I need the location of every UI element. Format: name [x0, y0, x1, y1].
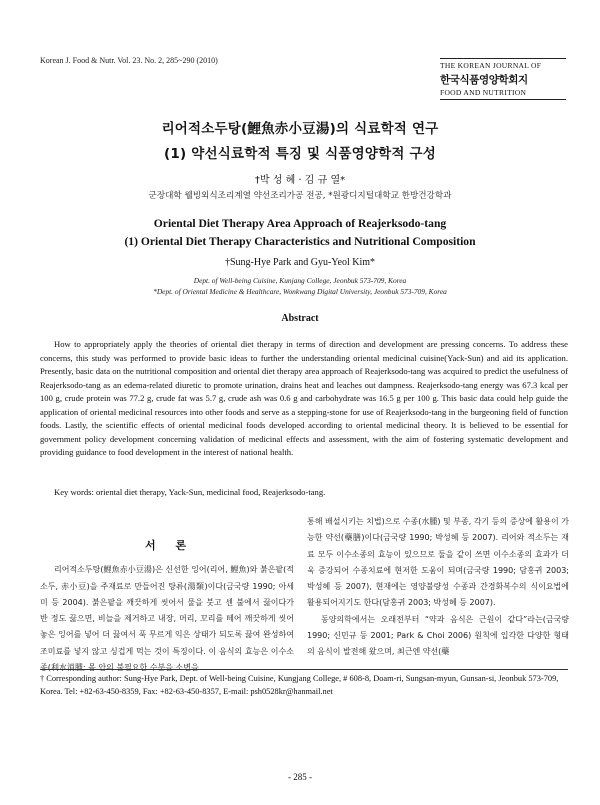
- journal-name-ko: 한국식품영양학회지: [440, 74, 528, 86]
- intro-left-paragraph: 리어적소두탕(鯉魚赤小豆湯)은 신선한 잉어(리어, 鯉魚)와 붉은팥(적소두, 赤小豆)을 주재료로 만들어진 탕류(湯類)이다(금국량 1990; 아세미 등 2004). 붉은팥을 깨끗하게 씻어서 물을 붓고 센 불에서 끓이다가 반 정도 끓으면, 비늘을 제거하고 내장, 머리, 꼬리를 떼어 깨끗하게 씻어 놓은 잉어를 넣어 더 끓여서 푹 무르게 익은 상태가 되도록 끓여 완성하여 조미료를 넣지 않고 싱겁게 먹는 것이 특징이다. 이 음식의 효능은 이수소종(利水消腫; 몸 안의 불필요한 수분을 소변을: [40, 565, 294, 673]
- intro-right-paragraph-1: 통해 배설시키는 치법)으로 수종(水腫) 및 부종, 각기 등의 증상에 활용이 가능한 약선(藥膳)이다(금국량 1990; 박성혜 등 2007). 리어와 적소두는 재료 모두 이수소종의 효능이 있으므로 둘을 같이 쓰면 이수소종의 효과가 더욱 증강되어 수종치료에 현저한 도움이 되며(금국량 1990; 담홍귀 2003; 박성혜 등 2007), 현재에는 영양불량성 수종과 간경화복수의 식이요법에 활용되어지기도 한다(담홍귀 2003; 박성혜 등 2007).: [307, 517, 569, 608]
- left-column: [40, 546, 294, 676]
- journal-rule-bottom: [440, 99, 566, 100]
- abstract-heading: Abstract: [281, 313, 319, 324]
- journal-name-en-2: FOOD AND NUTRITION: [440, 88, 527, 97]
- abstract-text: How to appropriately apply the theories of oriental diet therapy in terms of direction and development are pressing concerns. To address these concerns, this study was performed to provide basic ideas to further the understanding oriental medicinal cuisine(Yack-Sun) and aid its application. Presently, basic data on the nutritional composition and oriental diet therapy area approach of Reajerksodo-tang was acquired to predict the usefulness of Reajerksodo-tang as an edema-related diuretic to promote urination, drains heat and leaches out dampness. Reajerksodo-tang energy was 67.3 kcal per 100 g, crude protein was 77.2 g, crude fat was 5.7 g, crude ash was 0.6 g and carbohydrate was 16.5 g per 100 g. This basic data could help guide the application of oriental medicinal resources into other foods and serve as a stepping-stone for use of Reajerksodo-tang in the burgeoning field of function foods. Lastly, the scientific effects of oriental medicinal foods developed according to oriental medicinal theory. It is believed to be essential for government policy development concerning validation of medicinal effects and assessment, with the aim of fostering systematic development and providing guidance to food development in the interest of national health.: [40, 339, 568, 458]
- english-affiliation-1: Dept. of Well-being Cuisine, Kunjang College, Jeonbuk 573-709, Korea: [193, 276, 407, 285]
- journal-logo-block: [440, 57, 566, 101]
- korean-affiliation: 군장대학 웰빙외식조리계열 약선조리가공 전공, *원광디지털대학교 한방건강학과: [148, 191, 452, 201]
- keywords: Key words: oriental diet therapy, Yack-Sun, medicinal food, Reajerksodo-tang.: [54, 487, 326, 497]
- right-column: [307, 514, 569, 661]
- intro-right-paragraph-2: 동양의학에서는 오래전부터 “약과 음식은 근원이 같다”라는(금국량 1990; 신민규 등 2001; Park & Choi 2006) 원칙에 입각한 다양한 형태의 음식이 발전해 왔으며, 최근엔 약선(藥: [307, 614, 569, 657]
- korean-title-line-2: (1) 약선식료학적 특징 및 식품영양학적 구성: [164, 146, 436, 162]
- korean-title-line-1: 리어적소두탕(鯉魚赤小豆湯)의 식료학적 연구: [161, 121, 439, 137]
- english-title-line-2: (1) Oriental Diet Therapy Characteristics and Nutritional Composition: [124, 235, 476, 248]
- heading-spacer: [40, 546, 294, 562]
- journal-citation: Korean J. Food & Nutr. Vol. 23. No. 2, 285~290 (2010): [40, 56, 218, 65]
- journal-rule-top: [440, 58, 566, 59]
- english-affiliation-2: *Dept. of Oriental Medicine & Healthcare, Wonkwang Digital University, Jeonbuk 573-709, Korea: [153, 287, 447, 296]
- page-number: - 285 -: [288, 772, 312, 782]
- journal-name-en-1: THE KOREAN JOURNAL OF: [440, 61, 542, 70]
- footnote-divider: [40, 669, 568, 670]
- corresponding-author-footnote: † Corresponding author: Sung-Hye Park, Dept. of Well-being Cuisine, Kungjang College, # 608-8, Doam-ri, Sungsan-myun, Gunsan-si, Jeonbuk 573-709, Korea. Tel: +82-63-450-8359, Fax: +82-63-450-8357, E-mail: psh0528kr@hanmail.net: [40, 674, 559, 696]
- english-authors: †Sung-Hye Park and Gyu-Yeol Kim*: [224, 257, 376, 268]
- introduction-heading: 서 론: [145, 539, 195, 552]
- english-title-line-1: Oriental Diet Therapy Area Approach of Reajerksodo-tang: [153, 217, 447, 230]
- korean-authors: †박 성 혜 · 김 규 열*: [254, 175, 346, 186]
